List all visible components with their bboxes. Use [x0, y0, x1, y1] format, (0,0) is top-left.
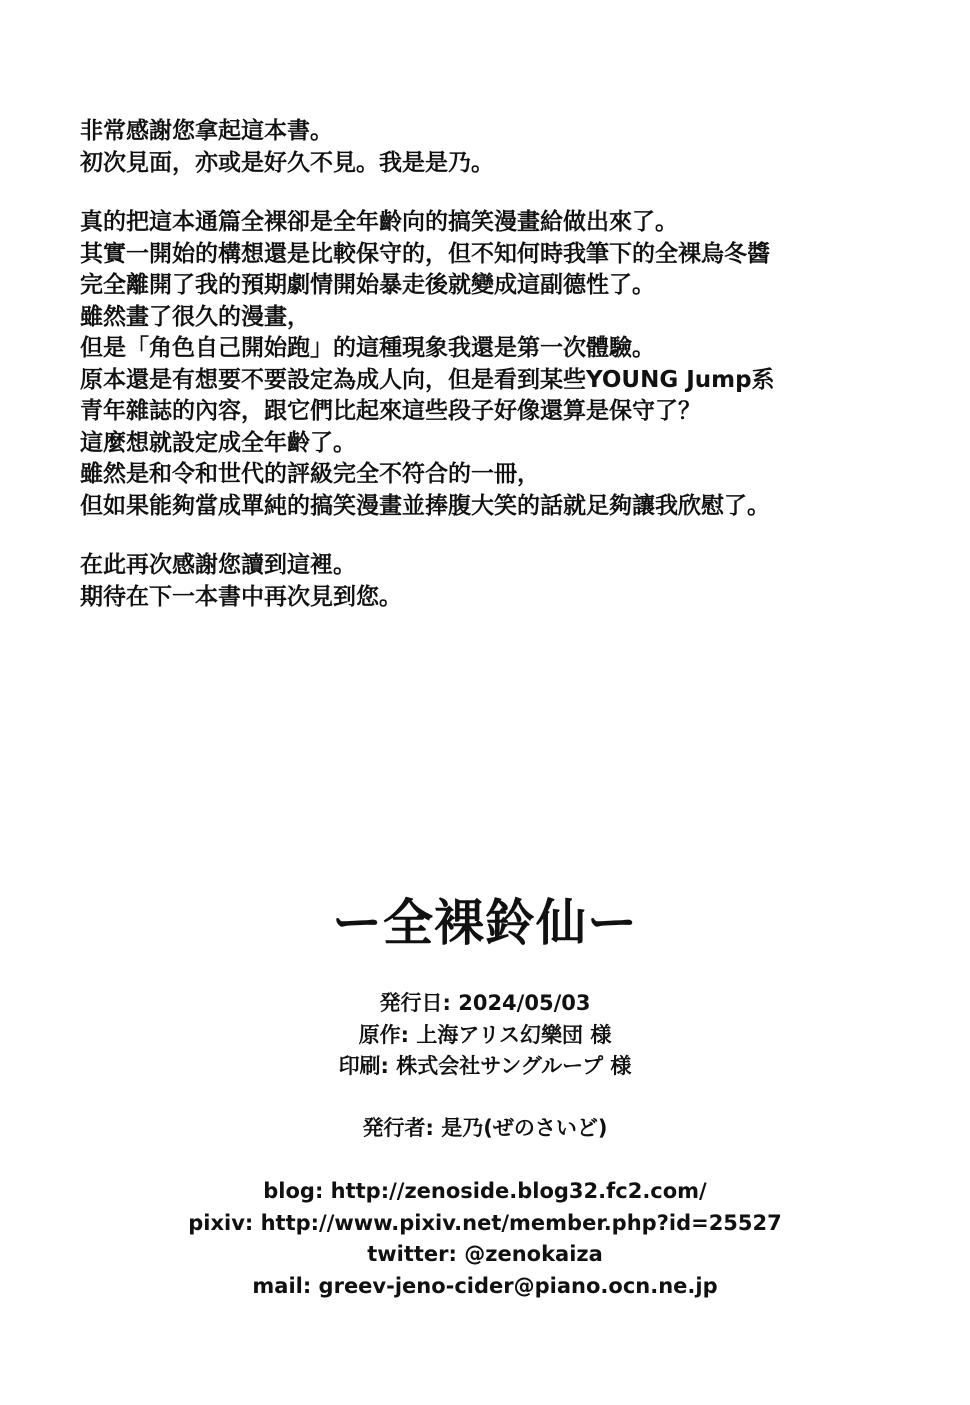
afterword-line: 但是「角色自己開始跑」的這種現象我還是第一次體驗。 — [80, 335, 655, 361]
afterword-line: 完全離開了我的預期劇情開始暴走後就變成這副德性了。 — [80, 272, 655, 298]
book-title: ー全裸鈴仙ー — [332, 894, 638, 952]
printing-company: 印刷: 株式会社サングループ 様 — [338, 1054, 632, 1078]
afterword-line: 初次見面，亦或是好久不見。我是是乃。 — [80, 149, 494, 176]
colophon-info — [0, 988, 970, 1083]
afterword-line: 其實一開始的構想還是比較保守的，但不知何時我筆下的全裸烏冬醬 — [80, 240, 770, 267]
afterword-line: 非常感謝您拿起這本書。 — [80, 118, 333, 144]
afterword-line: 真的把這本通篇全裸卻是全年齡向的搞笑漫畫給做出來了。 — [80, 209, 678, 235]
afterword-line: 期待在下一本書中再次見到您。 — [80, 583, 402, 610]
issue-date: 発行日: 2024/05/03 — [379, 991, 591, 1015]
blog-link: blog: http://zenoside.blog32.fc2.com/ — [263, 1179, 707, 1203]
mail-address: mail: greev-jeno-cider@piano.ocn.ne.jp — [252, 1273, 718, 1298]
twitter-handle: twitter: @zenokaiza — [367, 1242, 603, 1266]
afterword-line: 這麼想就設定成全年齡了。 — [80, 429, 356, 456]
afterword-line: 原本還是有想要不要設定為成人向，但是看到某些YOUNG Jump系 — [80, 366, 775, 393]
afterword-line: 在此再次感謝您讀到這裡。 — [80, 552, 356, 578]
afterword-line: 青年雜誌的內容，跟它們比起來這些段子好像還算是保守了？ — [80, 398, 701, 424]
publisher: 発行者: 是乃(ぜのさいど) — [362, 1116, 608, 1140]
afterword-line: 雖然是和令和世代的評級完全不符合的一冊， — [80, 461, 540, 487]
pixiv-link: pixiv: http://www.pixiv.net/member.php?id=25527 — [188, 1210, 782, 1235]
colophon-publisher — [0, 1113, 970, 1145]
afterword-line: 但如果能夠當成單純的搞笑漫畫並捧腹大笑的話就足夠讓我欣慰了。 — [80, 492, 770, 519]
afterword-text — [80, 116, 940, 613]
colophon-contacts — [0, 1176, 970, 1302]
original-work: 原作: 上海アリス幻樂団 様 — [358, 1022, 612, 1047]
afterword-line: 雖然畫了很久的漫畫， — [80, 303, 310, 330]
